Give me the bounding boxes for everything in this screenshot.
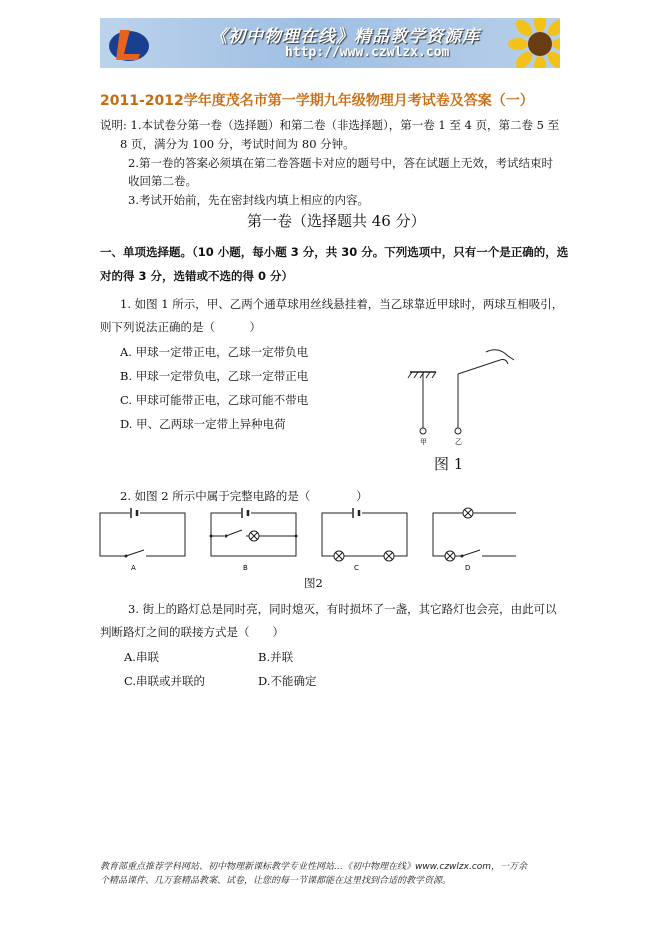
circuit-a[interactable] xyxy=(100,508,185,572)
figure-1-caption: 图 1 xyxy=(434,455,464,473)
circuit-label-d: D xyxy=(465,564,471,572)
circuit-b[interactable] xyxy=(210,508,298,572)
figure-2-caption: 图2 xyxy=(304,576,323,590)
circuit-label-c: C xyxy=(354,564,359,572)
q3-option-d[interactable]: D.不能确定 xyxy=(258,674,317,688)
volume-title: 第一卷（选择题共 46 分） xyxy=(247,212,426,230)
circuit-c[interactable] xyxy=(322,508,407,572)
circuit-label-b: B xyxy=(243,564,248,572)
section-heading-line-2: 对的得 3 分，选错或不选的得 0 分） xyxy=(100,269,294,283)
instructions-line-1: 说明: 1.本试卷分第一卷（选择题）和第二卷（非选择题），第一卷 1 至 4 页，第二卷 5 至 xyxy=(100,118,560,132)
ball-b-label: 乙 xyxy=(455,438,462,446)
footer-line-2: 个精品课件、几万套精品教案、试卷，让您的每一节课都能在这里找到合适的教学资源。 xyxy=(100,876,452,886)
footer-line-1: 教育部重点推荐学科网站、初中物理新课标教学专业性网站…《初中物理在线》www.czwlzx.com，一万余 xyxy=(100,862,528,872)
circuit-label-a: A xyxy=(131,564,136,572)
figure-1-diagram xyxy=(400,340,530,450)
header-banner xyxy=(100,18,560,68)
page-footer xyxy=(100,860,527,888)
q1-option-a[interactable]: A. 甲球一定带正电，乙球一定带负电 xyxy=(120,345,309,359)
q1-stem-line-2: 则下列说法正确的是（ ） xyxy=(100,320,261,334)
section-heading-line-1: 一、单项选择题。（10 小题，每小题 3 分，共 30 分。下列选项中，只有一个是正确的，选 xyxy=(100,245,569,259)
q1-option-c[interactable]: C. 甲球可能带正电，乙球可能不带电 xyxy=(120,393,309,407)
sunflower-icon xyxy=(508,18,560,68)
q1-option-b[interactable]: B. 甲球一定带负电，乙球一定带正电 xyxy=(120,369,309,383)
banner-url[interactable]: http://www.czwlzx.com xyxy=(285,45,450,60)
instructions-line-5: 3.考试开始前，先在密封线内填上相应的内容。 xyxy=(128,193,369,207)
circuit-d[interactable] xyxy=(433,508,516,572)
q3-option-a[interactable]: A.串联 xyxy=(124,650,159,664)
q1-stem-line-1: 1. 如图 1 所示，甲、乙两个通草球用丝线悬挂着，当乙球靠近甲球时，两球互相吸引， xyxy=(120,297,564,311)
q3-stem-line-1: 3. 街上的路灯总是同时亮，同时熄灭，有时损坏了一盏，其它路灯也会亮，由此可以 xyxy=(128,602,557,616)
document-title: 2011-2012学年度茂名市第一学期九年级物理月考试卷及答案（一） xyxy=(100,93,534,109)
q3-stem-line-2: 判断路灯之间的联接方式是（ ） xyxy=(100,625,284,639)
instructions-line-3: 2.第一卷的答案必须填在第二卷答题卡对应的题号中，答在试题上无效，考试结束时 xyxy=(128,156,553,170)
q2-stem: 2. 如图 2 所示中属于完整电路的是（ ） xyxy=(120,489,368,503)
figure-2-circuits xyxy=(96,505,516,575)
logo-icon xyxy=(106,22,152,64)
banner-title: 《初中物理在线》精品教学资源库 xyxy=(210,27,480,47)
instructions-line-4: 收回第二卷。 xyxy=(128,174,197,188)
instructions-line-2: 8 页，满分为 100 分，考试时间为 80 分钟。 xyxy=(120,137,355,151)
q1-option-d[interactable]: D. 甲、乙两球一定带上异种电荷 xyxy=(120,417,286,431)
q3-option-b[interactable]: B.并联 xyxy=(258,650,294,664)
ball-a-label: 甲 xyxy=(420,438,427,446)
q3-option-c[interactable]: C.串联或并联的 xyxy=(124,674,206,688)
